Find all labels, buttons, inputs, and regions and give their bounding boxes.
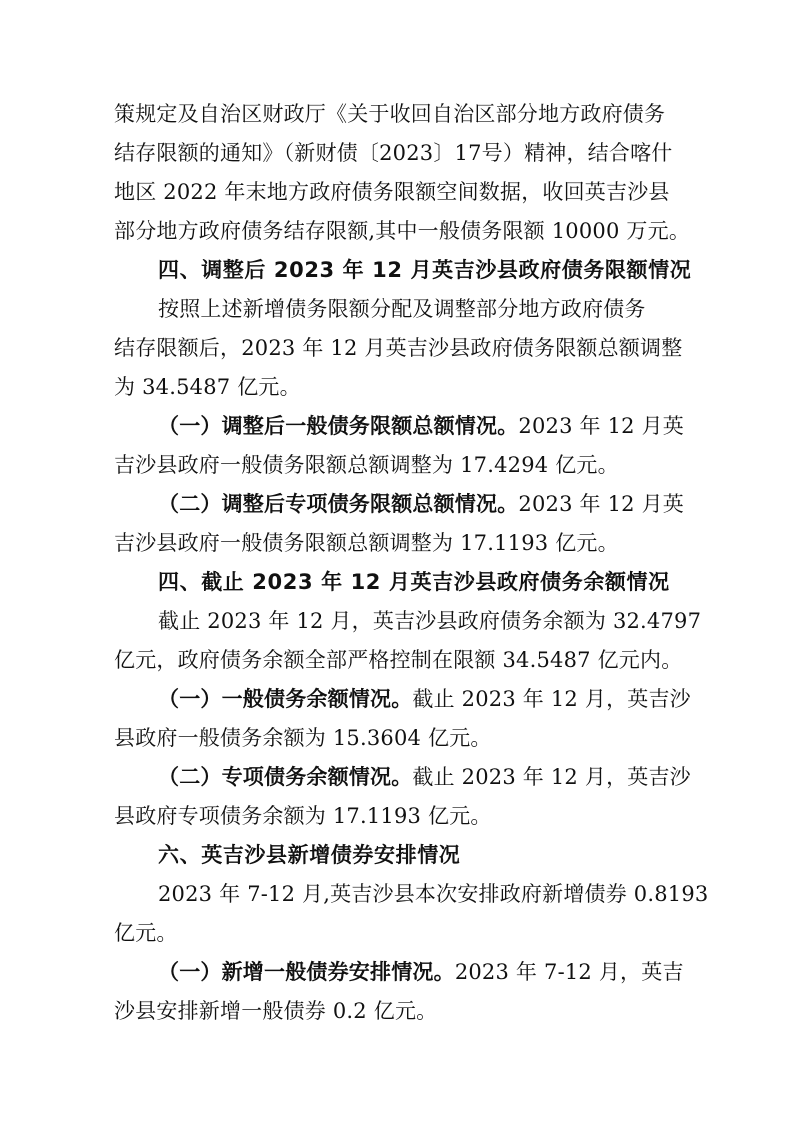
paragraph-line: 亿元。 xyxy=(114,921,178,945)
section-heading: 四、调整后 2023 年 12 月英吉沙县政府债务限额情况 xyxy=(158,258,692,282)
section-heading: 四、截止 2023 年 12 月英吉沙县政府债务余额情况 xyxy=(158,570,670,594)
paragraph-line: 为 34.5487 亿元。 xyxy=(114,375,301,399)
text-run: 截止 2023 年 12 月，英吉沙 xyxy=(412,687,691,711)
subsection-title: （一）新增一般债券安排情况。 xyxy=(158,960,455,984)
paragraph-line xyxy=(114,95,697,134)
paragraph-line: 结存限额后，2023 年 12 月英吉沙县政府债务限额总额调整 xyxy=(114,336,683,360)
text-run: 截止 2023 年 12 月，英吉沙 xyxy=(412,765,691,789)
subsection-title: （二）调整后专项债务限额总额情况。 xyxy=(158,492,519,516)
subsection-line xyxy=(114,485,697,524)
paragraph-line: 沙县安排新增一般债券 0.2 亿元。 xyxy=(114,999,438,1023)
paragraph-line: 地区 2022 年末地方政府债务限额空间数据，收回英吉沙县 xyxy=(114,180,670,204)
paragraph-line: 结存限额的通知》（新财债〔2023〕17号）精神，结合喀什 xyxy=(114,141,673,165)
paragraph-line: 截止 2023 年 12 月，英吉沙县政府债务余额为 32.4797 xyxy=(158,609,702,633)
subsection-title: （二）专项债务余额情况。 xyxy=(158,765,413,789)
text-run: 2023 年 7-12 月，英吉 xyxy=(454,960,684,984)
paragraph-line: 2023 年 7-12 月,英吉沙县本次安排政府新增债券 0.8193 xyxy=(158,882,709,906)
subsection-title: （一）一般债务余额情况。 xyxy=(158,687,413,711)
paragraph-line: 亿元，政府债务余额全部严格控制在限额 34.5487 亿元内。 xyxy=(114,648,683,672)
paragraph-line: 按照上述新增债务限额分配及调整部分地方政府债务 xyxy=(158,297,646,321)
paragraph-line: 吉沙县政府一般债务限额总额调整为 17.1193 亿元。 xyxy=(114,531,619,555)
text-run: 2023 年 12 月英 xyxy=(518,414,684,438)
paragraph-line: 吉沙县政府一般债务限额总额调整为 17.4294 亿元。 xyxy=(114,453,619,477)
text-run: 策规定及自治区财政厅《关于收回自治区部分地方政府债务 xyxy=(114,102,666,126)
paragraph-line: 部分地方政府债务结存限额,其中一般债务限额 10000 万元。 xyxy=(114,219,691,243)
subsection-line xyxy=(114,953,697,992)
paragraph-line: 县政府一般债务余额为 15.3604 亿元。 xyxy=(114,726,492,750)
paragraph-line: 县政府专项债务余额为 17.1193 亿元。 xyxy=(114,804,492,828)
subsection-line xyxy=(114,407,697,446)
section-heading: 六、英吉沙县新增债券安排情况 xyxy=(158,843,461,867)
subsection-line xyxy=(114,680,697,719)
subsection-title: （一）调整后一般债务限额总额情况。 xyxy=(158,414,519,438)
subsection-line xyxy=(114,758,697,797)
text-run: 2023 年 12 月英 xyxy=(518,492,684,516)
